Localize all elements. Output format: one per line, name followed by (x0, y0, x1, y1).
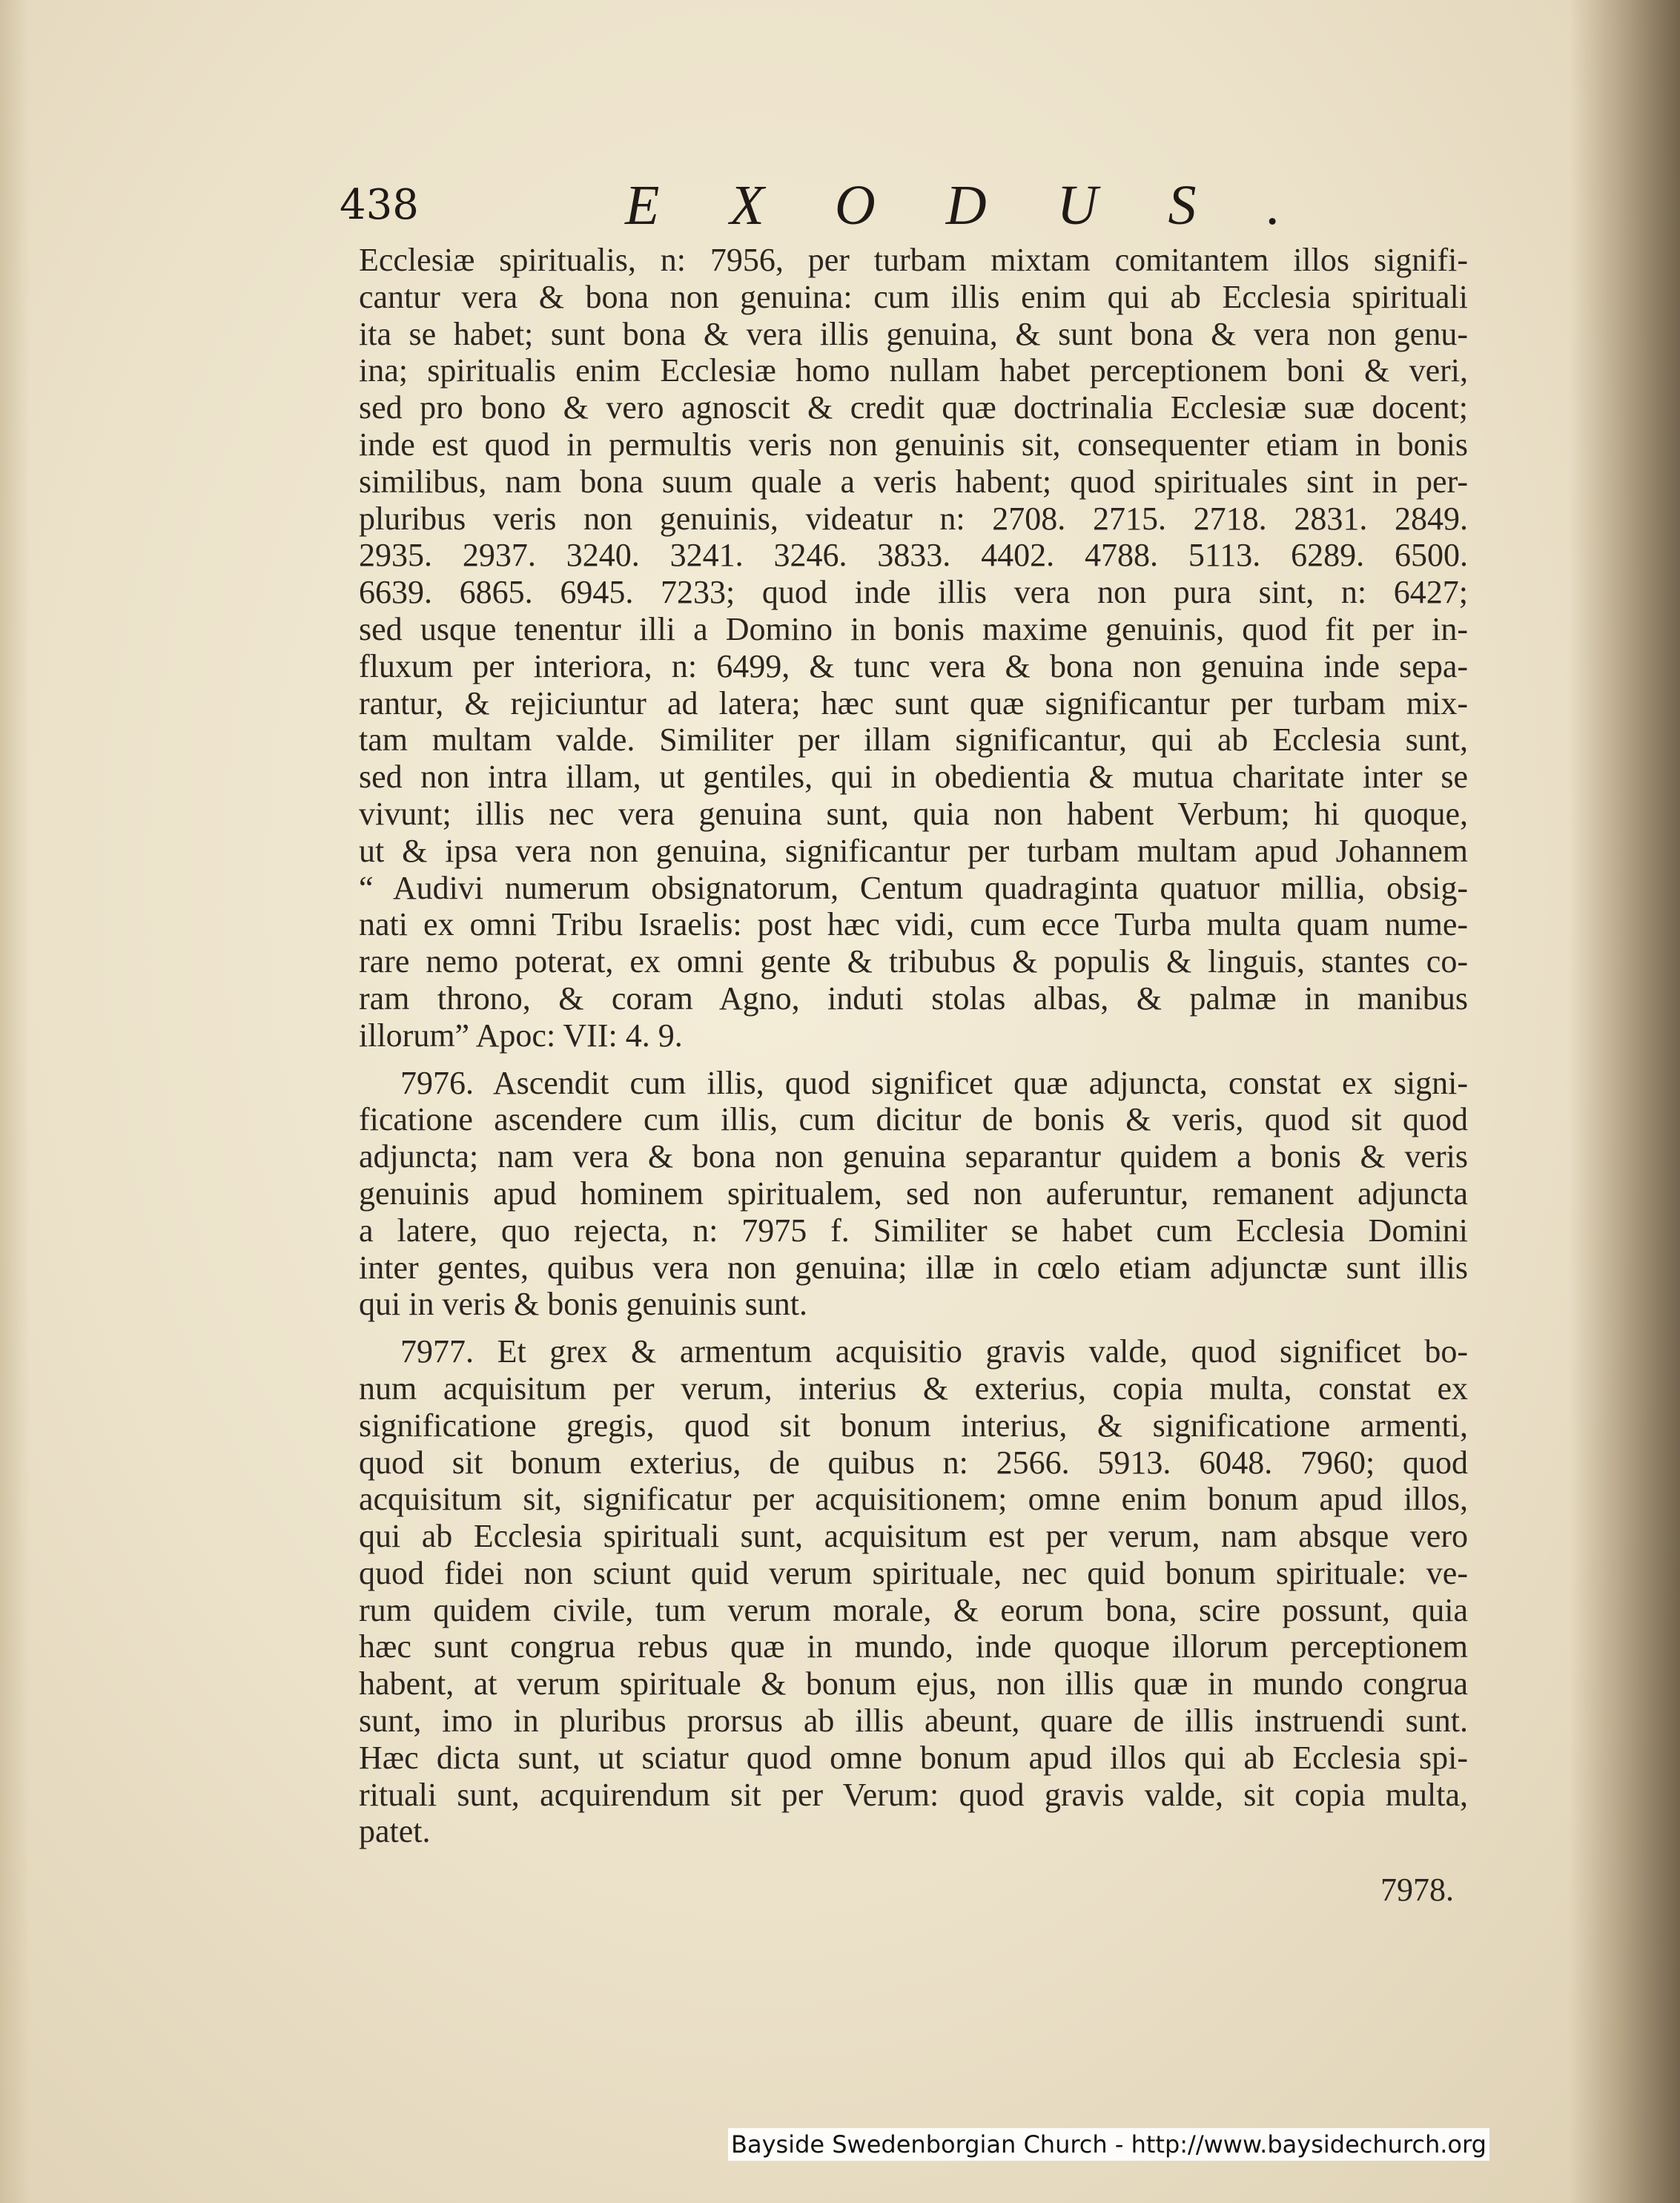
text-line: 2935. 2937. 3240. 3241. 3246. 3833. 4402. 4788. 5113. 6289. 6500. (359, 537, 1468, 574)
paragraph (359, 1333, 1468, 1850)
text-line: sed usque tenentur illi a Domino in bonis maxime genuinis, quod fit per in- (359, 610, 1468, 647)
text-line: tam multam valde. Similiter per illam significantur, qui ab Ecclesia sunt, (359, 721, 1468, 759)
text-line: nati ex omni Tribu Israelis: post hæc vidi, cum ecce Turba multa quam nume- (359, 906, 1468, 943)
text-line: rituali sunt, acquirendum sit per Verum: quod gravis valde, sit copia multa, (359, 1776, 1468, 1813)
running-title: EXODUS. (625, 174, 1352, 237)
paragraph-gap (359, 1323, 1468, 1333)
text-line: acquisitum sit, significatur per acquisitionem; omne enim bonum apud illos, (359, 1481, 1468, 1518)
text-line: num acquisitum per verum, interius & exterius, copia multa, constat ex (359, 1370, 1468, 1407)
text-line: ita se habet; sunt bona & vera illis genuina, & sunt bona & vera non genu- (359, 315, 1468, 352)
page-number: 438 (340, 181, 419, 229)
text-line: habent, at verum spirituale & bonum ejus, non illis quæ in mundo congrua (359, 1665, 1468, 1702)
text-line: sunt, imo in pluribus prorsus ab illis abeunt, quare de illis instruendi sunt. (359, 1702, 1468, 1740)
paragraph (359, 242, 1468, 1054)
text-line: ram throno, & coram Agno, induti stolas albas, & palmæ in manibus (359, 980, 1468, 1017)
text-line: ina; spiritualis enim Ecclesiæ homo nullam habet perceptionem boni & veri, (359, 352, 1468, 389)
text-line: ficatione ascendere cum illis, cum dicitur de bonis & veris, quod sit quod (359, 1101, 1468, 1138)
watermark-caption: Bayside Swedenborgian Church - http://www.baysidechurch.org (728, 2128, 1489, 2161)
paragraphs (359, 242, 1468, 1850)
text-line: cantur vera & bona non genuina: cum illis enim qui ab Ecclesia spirituali (359, 278, 1468, 315)
text-line: quod sit bonum exterius, de quibus n: 2566. 5913. 6048. 7960; quod (359, 1444, 1468, 1481)
text-line: ut & ipsa vera non genuina, significantur per turbam multam apud Johannem (359, 832, 1468, 869)
running-header (340, 172, 1459, 239)
text-line: “ Audivi numerum obsignatorum, Centum quadraginta quatuor millia, obsig- (359, 869, 1468, 906)
text-line: sed pro bono & vero agnoscit & credit quæ doctrinalia Ecclesiæ suæ docent; (359, 389, 1468, 426)
text-line: Hæc dicta sunt, ut sciatur quod omne bonum apud illos qui ab Ecclesia spi- (359, 1739, 1468, 1776)
text-line: sed non intra illam, ut gentiles, qui in obedientia & mutua charitate inter se (359, 759, 1468, 796)
text-line: rare nemo poterat, ex omni gente & tribubus & populis & linguis, stantes co- (359, 943, 1468, 980)
text-line: qui ab Ecclesia spirituali sunt, acquisitum est per verum, nam absque vero (359, 1518, 1468, 1555)
text-line: inde est quod in permultis veris non genuinis sit, consequenter etiam in bonis (359, 426, 1468, 463)
text-line: significatione gregis, quod sit bonum interius, & significatione armenti, (359, 1407, 1468, 1444)
text-line: vivunt; illis nec vera genuina sunt, quia non habent Verbum; hi quoque, (359, 795, 1468, 832)
text-line: inter gentes, quibus vera non genuina; illæ in cœlo etiam adjunctæ sunt illis (359, 1249, 1468, 1286)
text-line: Ecclesiæ spiritualis, n: 7956, per turbam mixtam comitantem illos signifi- (359, 242, 1468, 278)
text-line: hæc sunt congrua rebus quæ in mundo, inde quoque illorum perceptionem (359, 1628, 1468, 1665)
text-line: quod fidei non sciunt quid verum spirituale, nec quid bonum spirituale: ve- (359, 1554, 1468, 1591)
body-text (359, 242, 1468, 1850)
text-line: fluxum per interiora, n: 6499, & tunc vera & bona non genuina inde sepa- (359, 647, 1468, 684)
text-line: rum quidem civile, tum verum morale, & eorum bona, scire possunt, quia (359, 1591, 1468, 1628)
text-line: adjuncta; nam vera & bona non genuina separantur quidem a bonis & veris (359, 1138, 1468, 1175)
text-line: genuinis apud hominem spiritualem, sed non auferuntur, remanent adjuncta (359, 1175, 1468, 1212)
text-line: patet. (359, 1813, 431, 1850)
text-line: a latere, quo rejecta, n: 7975 f. Similiter se habet cum Ecclesia Domini (359, 1212, 1468, 1249)
paragraph-gap (359, 1054, 1468, 1065)
text-line: pluribus veris non genuinis, videatur n: 2708. 2715. 2718. 2831. 2849. (359, 500, 1468, 537)
binding-shadow (1569, 0, 1680, 2203)
text-line: 6639. 6865. 6945. 7233; quod inde illis vera non pura sint, n: 6427; (359, 574, 1468, 611)
text-line: similibus, nam bona suum quale a veris habent; quod spirituales sint in per- (359, 463, 1468, 500)
text-line: 7977. Et grex & armentum acquisitio gravis valde, quod significet bo- (400, 1333, 1468, 1370)
page-edge-shading (0, 0, 30, 2203)
paragraph (359, 1065, 1468, 1324)
catchword: 7978. (1380, 1872, 1454, 1908)
text-line: illorum” Apoc: VII: 4. 9. (359, 1017, 683, 1054)
text-line: qui in veris & bonis genuinis sunt. (359, 1286, 807, 1323)
text-line: rantur, & rejiciuntur ad latera; hæc sunt quæ significantur per turbam mix- (359, 684, 1468, 721)
text-line: 7976. Ascendit cum illis, quod significet quæ adjuncta, constat ex signi- (400, 1064, 1468, 1101)
